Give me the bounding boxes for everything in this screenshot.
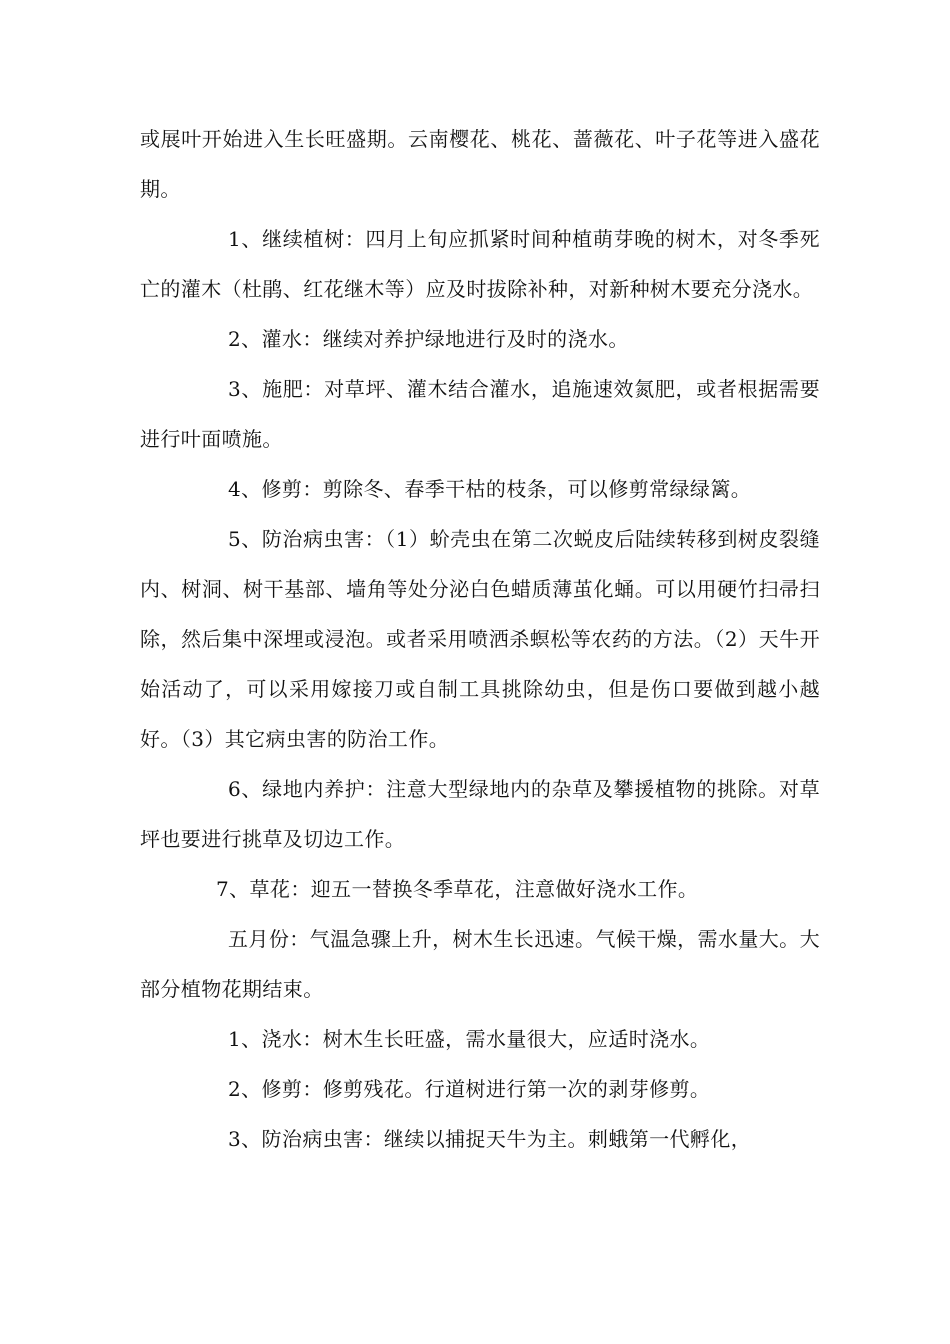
paragraph-item-watering: 2、灌水：继续对养护绿地进行及时的浇水。: [228, 327, 629, 351]
paragraph-item-pruning: 4、修剪：剪除冬、春季干枯的枝条，可以修剪常绿绿篱。: [228, 477, 752, 501]
paragraph-item-fertilizing: 3、施肥：对草坪、灌木结合灌水，追施速效氮肥，或者根据需要进行叶面喷施。: [140, 377, 820, 451]
paragraph-may-pruning: 2、修剪：修剪残花。行道树进行第一次的剥芽修剪。: [228, 1077, 711, 1101]
paragraph-item-flowers: 7、草花：迎五一替换冬季草花，注意做好浇水工作。: [216, 877, 699, 901]
paragraph-item-planting: 1、继续植树：四月上旬应抓紧时间种植萌芽晚的树木，对冬季死亡的灌木（杜鹃、红花继木等）应及时拔除补种，对新种树木要充分浇水。: [140, 227, 820, 301]
paragraph-may-heading: 五月份：气温急骤上升，树木生长迅速。气候干燥，需水量大。大部分植物花期结束。: [140, 927, 820, 1001]
paragraph-continuation: 或展叶开始进入生长旺盛期。云南樱花、桃花、蔷薇花、叶子花等进入盛花期。: [140, 127, 820, 201]
paragraph-may-pest-control: 3、防治病虫害：继续以捕捉天牛为主。刺蛾第一代孵化，: [228, 1127, 752, 1151]
paragraph-item-pest-control: 5、防治病虫害：（1）蚧壳虫在第二次蜕皮后陆续转移到树皮裂缝内、树洞、树干基部、墙角等处分泌白色蜡质薄茧化蛹。可以用硬竹扫帚扫除，然后集中深埋或浸泡。或者采用喷洒杀螟松等农药的方法。（2）天牛开始活动了，可以采用嫁接刀或自制工具挑除幼虫，但是伤口要做到越小越好。（3）其它病虫害的防治工作。: [140, 527, 820, 751]
paragraph-item-greenbelt-care: 6、绿地内养护：注意大型绿地内的杂草及攀援植物的挑除。对草坪也要进行挑草及切边工作。: [140, 777, 820, 851]
paragraph-may-watering: 1、浇水：树木生长旺盛，需水量很大，应适时浇水。: [228, 1027, 711, 1051]
document-body: [140, 114, 820, 1164]
